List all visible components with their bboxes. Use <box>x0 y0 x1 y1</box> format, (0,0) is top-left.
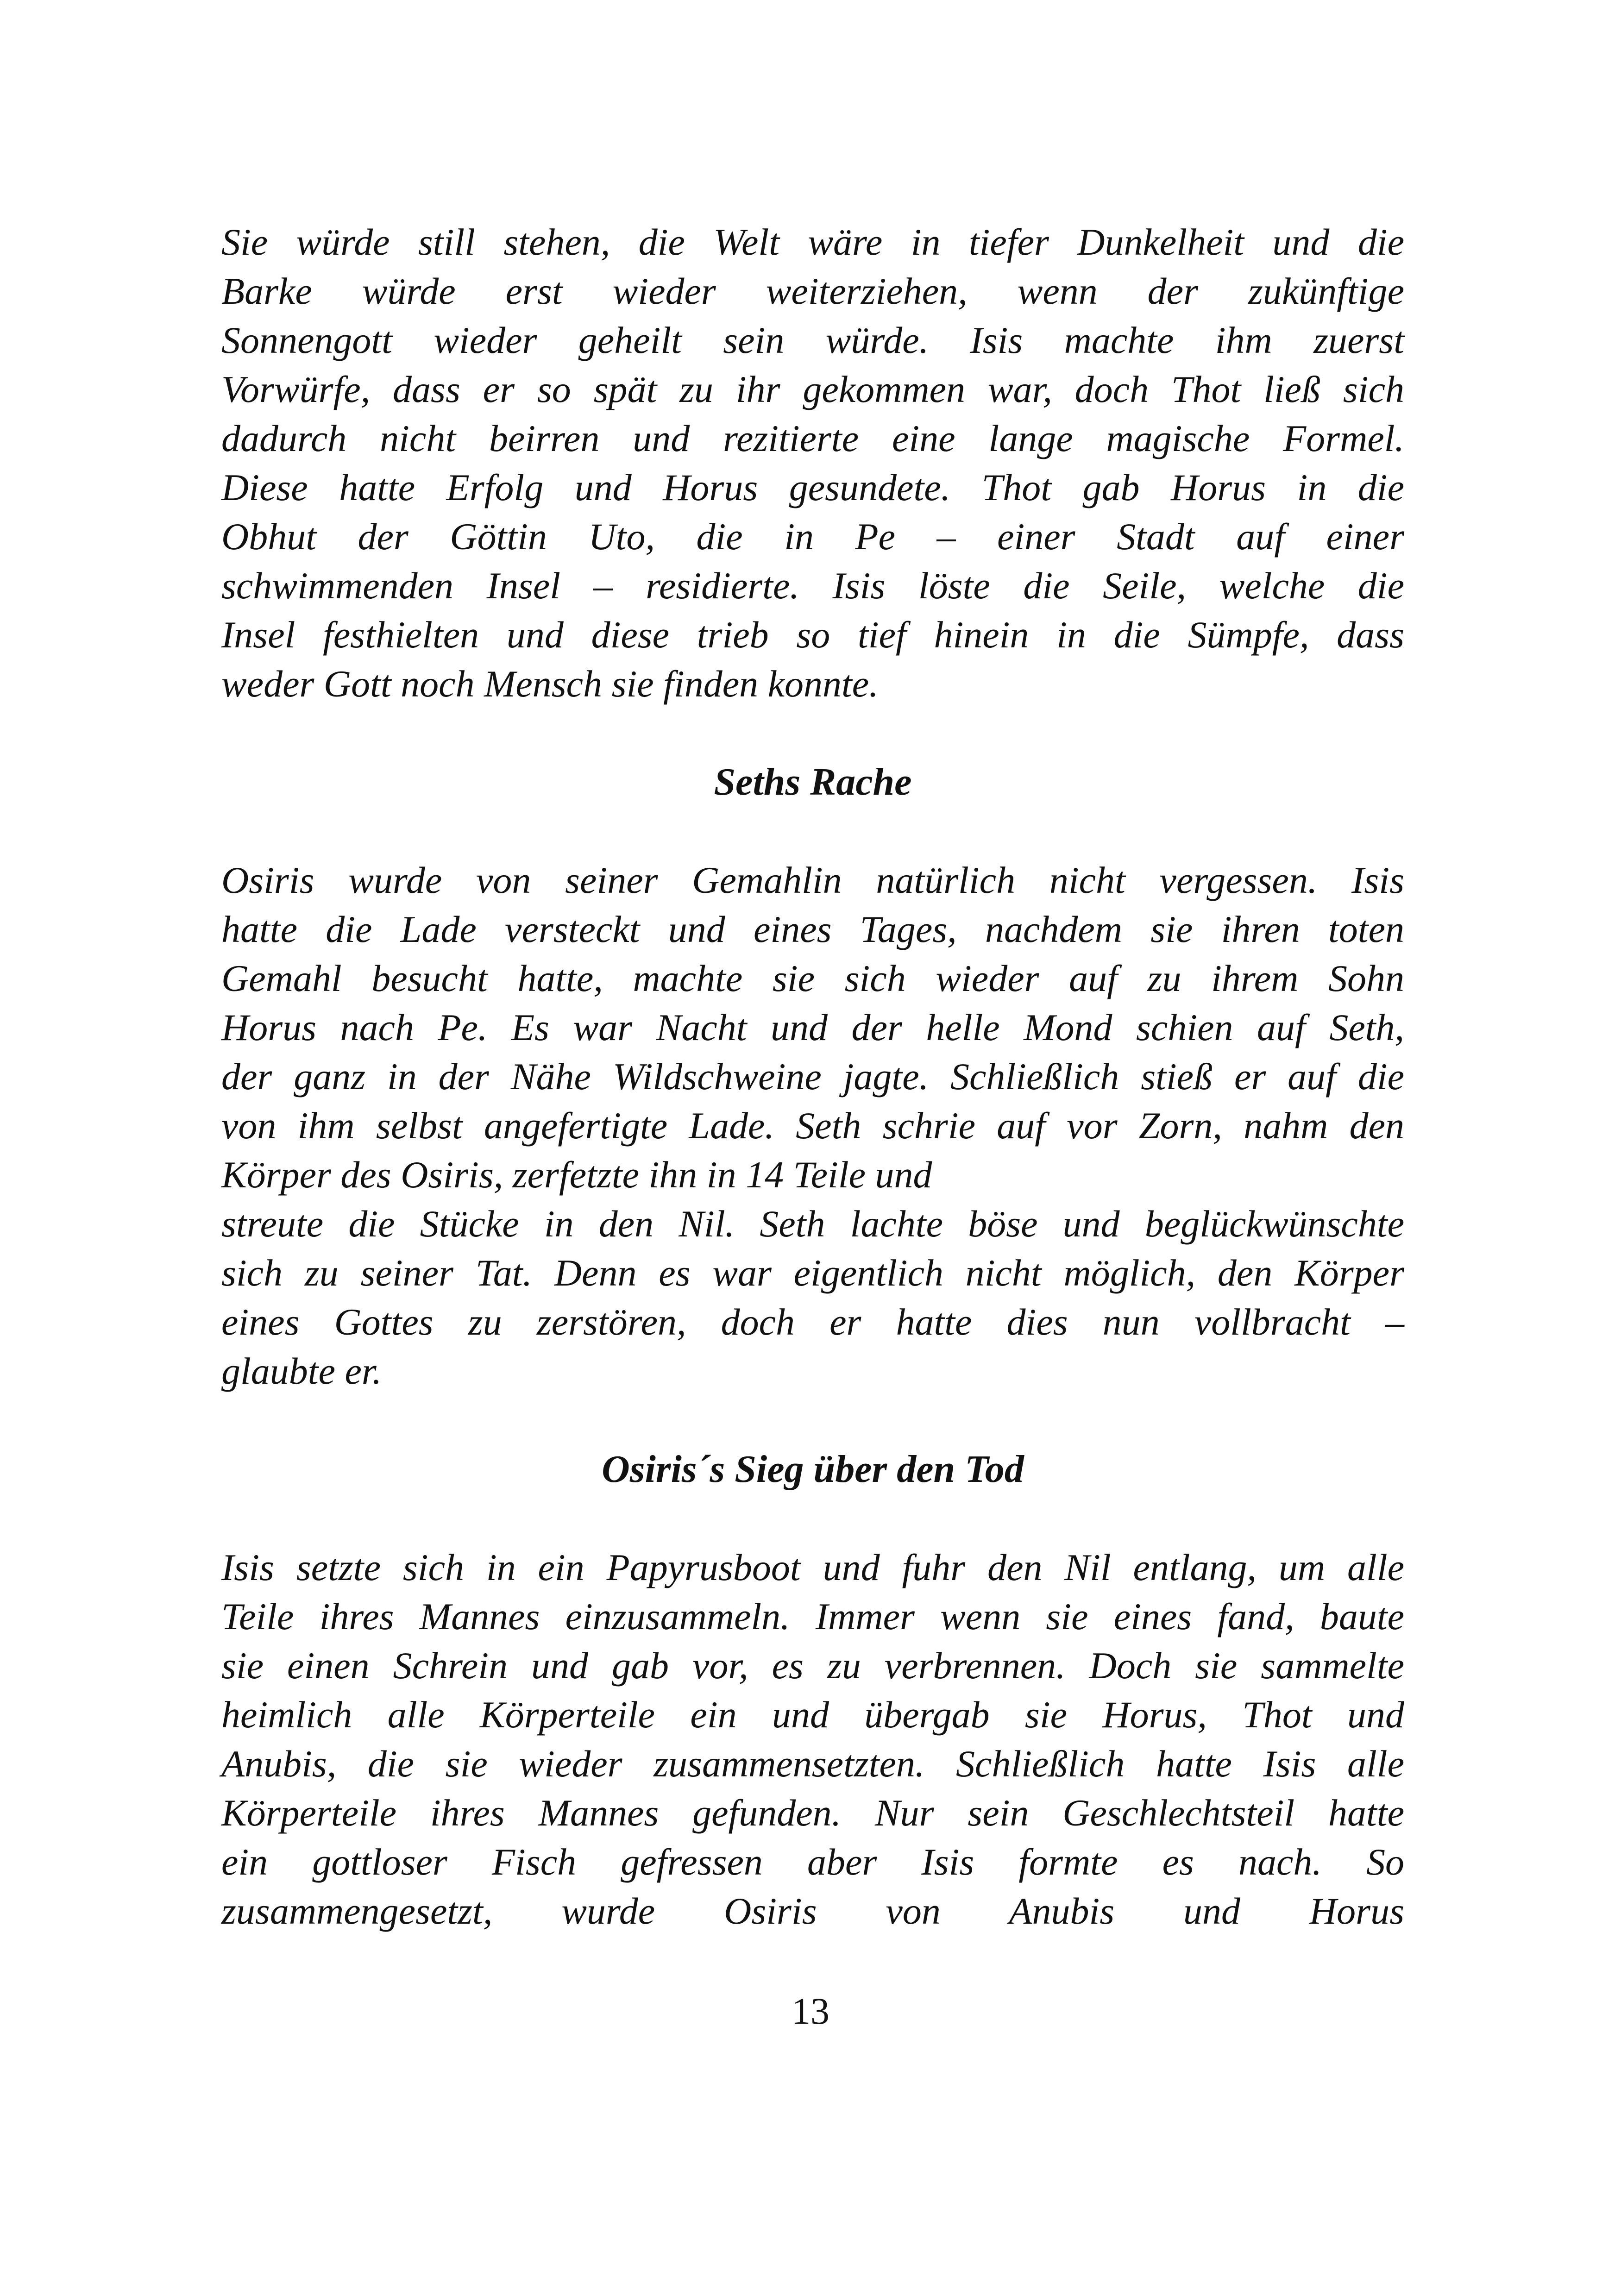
text-line: Barke würde erst wieder weiterziehen, wenn der zukünftige <box>221 270 1404 312</box>
text-line: von ihm selbst angefertigte Lade. Seth schrie auf vor Zorn, nahm den <box>221 1104 1404 1147</box>
text-line: dadurch nicht beirren und rezitierte eine lange magische Formel. <box>221 417 1404 459</box>
text-line: Diese hatte Erfolg und Horus gesundete. Thot gab Horus in die <box>221 466 1404 508</box>
text-line: ein gottloser Fisch gefressen aber Isis formte es nach. So <box>221 1841 1404 1883</box>
text-line: Sonnengott wieder geheilt sein würde. Isis machte ihm zuerst <box>221 319 1404 361</box>
text-line: sich zu seiner Tat. Denn es war eigentlich nicht möglich, den Körper <box>221 1252 1404 1294</box>
page-content <box>221 218 1404 1936</box>
section-heading-seths-rache: Seths Rache <box>714 760 912 803</box>
text-line: sie einen Schrein und gab vor, es zu verbrennen. Doch sie sammelte <box>221 1644 1404 1687</box>
spacer <box>221 807 1404 856</box>
text-line: Körperteile ihres Mannes gefunden. Nur sein Geschlechtsteil hatte <box>221 1792 1404 1834</box>
text-line: der ganz in der Nähe Wildschweine jagte. Schließlich stieß er auf die <box>221 1055 1404 1098</box>
page-number: 13 <box>792 1990 829 2032</box>
spacer <box>221 1494 1404 1543</box>
paragraph-1 <box>221 218 1404 709</box>
text-line: Obhut der Göttin Uto, die in Pe – einer Stadt auf einer <box>221 515 1404 558</box>
text-line: glaubte er. <box>221 1350 382 1392</box>
paragraph-3 <box>221 1543 1404 1936</box>
text-line: Teile ihres Mannes einzusammeln. Immer wenn sie eines fand, baute <box>221 1595 1404 1637</box>
text-line: streute die Stücke in den Nil. Seth lachte böse und beglückwünschte <box>221 1203 1404 1245</box>
section-heading-osiris-sieg: Osiris´s Sieg über den Tod <box>602 1448 1024 1491</box>
paragraph-2 <box>221 856 1404 1396</box>
text-line: hatte die Lade versteckt und eines Tages, nachdem sie ihren toten <box>221 908 1404 950</box>
text-line: eines Gottes zu zerstören, doch er hatte dies nun vollbracht – <box>221 1301 1404 1343</box>
spacer <box>221 709 1404 758</box>
text-line: Anubis, die sie wieder zusammensetzten. Schließlich hatte Isis alle <box>221 1743 1404 1785</box>
text-line: Isis setzte sich in ein Papyrusboot und fuhr den Nil entlang, um alle <box>221 1546 1404 1588</box>
text-line: Sie würde still stehen, die Welt wäre in tiefer Dunkelheit und die <box>221 221 1404 263</box>
text-line: schwimmenden Insel – residierte. Isis löste die Seile, welche die <box>221 565 1404 607</box>
text-line: Osiris wurde von seiner Gemahlin natürlich nicht vergessen. Isis <box>221 859 1404 901</box>
spacer <box>221 1396 1404 1445</box>
text-line: Insel festhielten und diese trieb so tief hinein in die Sümpfe, dass <box>221 614 1404 656</box>
text-line: Körper des Osiris, zerfetzte ihn in 14 Teile und <box>221 1154 932 1196</box>
text-line: Vorwürfe, dass er so spät zu ihr gekommen war, doch Thot ließ sich <box>221 368 1404 410</box>
text-line: zusammengesetzt, wurde Osiris von Anubis und Horus <box>221 1890 1404 1932</box>
text-line: weder Gott noch Mensch sie finden konnte. <box>221 663 879 705</box>
text-line: heimlich alle Körperteile ein und übergab sie Horus, Thot und <box>221 1694 1404 1736</box>
text-line: Horus nach Pe. Es war Nacht und der helle Mond schien auf Seth, <box>221 1006 1404 1048</box>
text-line: Gemahl besucht hatte, machte sie sich wieder auf zu ihrem Sohn <box>221 957 1404 999</box>
